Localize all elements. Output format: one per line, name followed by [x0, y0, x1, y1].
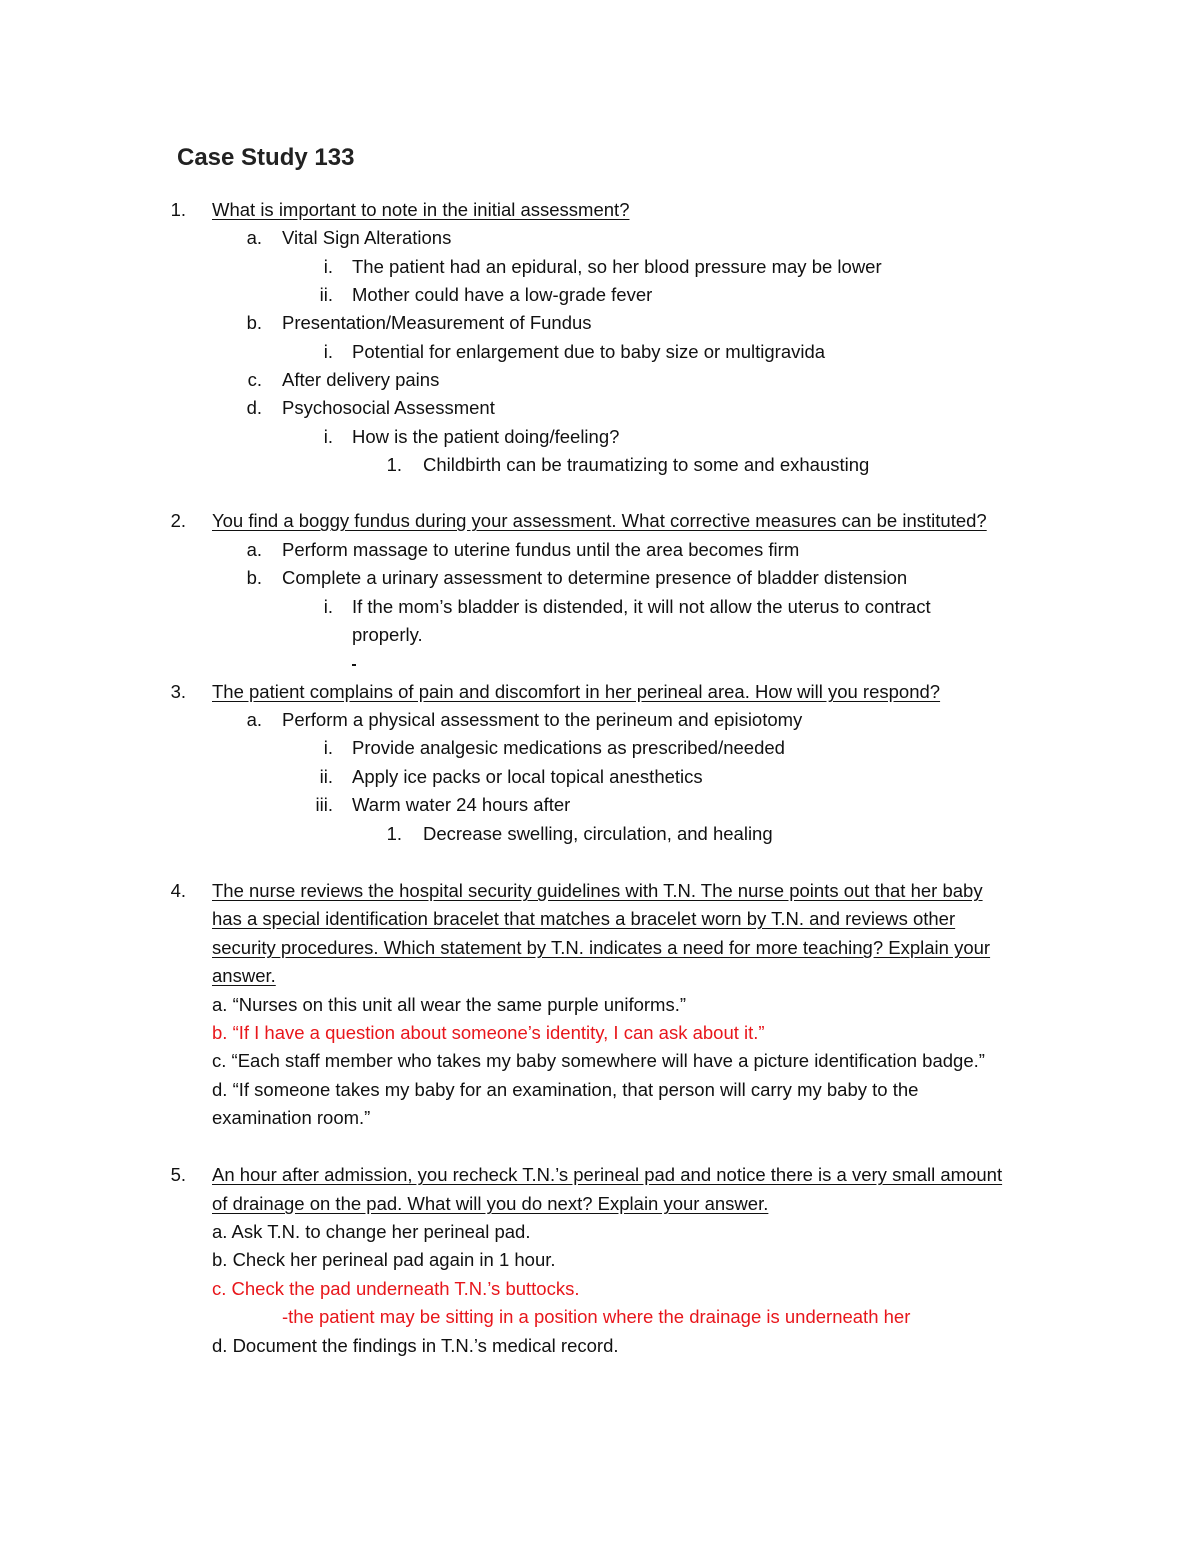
- question-4-number: 4.: [170, 880, 186, 901]
- answer-option-d-continued: examination room.”: [212, 1107, 371, 1128]
- list-marker: b.: [246, 312, 262, 333]
- list-item: Provide analgesic medications as prescribed/needed: [352, 737, 785, 758]
- answer-option-c-selected: c. Check the pad underneath T.N.’s buttocks.: [212, 1278, 580, 1299]
- list-item: Perform a physical assessment to the perineum and episiotomy: [282, 709, 803, 730]
- list-item: Mother could have a low-grade fever: [352, 284, 653, 305]
- question-4-text-line: security procedures. Which statement by T.N. indicates a need for more teaching? Explain your: [212, 937, 991, 958]
- list-marker: i.: [323, 596, 333, 617]
- question-3-text: The patient complains of pain and discomfort in her perineal area. How will you respond?: [212, 681, 941, 702]
- question-1-number: 1.: [170, 199, 186, 220]
- question-2-text: You find a boggy fundus during your assessment. What corrective measures can be instituted?: [212, 510, 987, 531]
- list-marker: a.: [246, 539, 262, 560]
- document-title: Case Study 133: [177, 144, 355, 171]
- list-marker: iii.: [315, 794, 333, 815]
- list-marker: 1.: [386, 823, 402, 844]
- list-marker: c.: [247, 369, 262, 390]
- list-item: Presentation/Measurement of Fundus: [282, 312, 592, 333]
- list-item: Psychosocial Assessment: [282, 397, 495, 418]
- question-4-text-line: The nurse reviews the hospital security guidelines with T.N. The nurse points out that her baby: [212, 880, 983, 901]
- list-marker: i.: [323, 426, 333, 447]
- answer-option-a: a. Ask T.N. to change her perineal pad.: [212, 1221, 531, 1242]
- list-marker: i.: [323, 341, 333, 362]
- question-3-number: 3.: [170, 681, 186, 702]
- list-item-continued: properly.: [352, 624, 423, 645]
- stray-dash: [352, 664, 356, 666]
- list-item: Childbirth can be traumatizing to some and exhausting: [423, 454, 870, 475]
- list-item: Apply ice packs or local topical anesthetics: [352, 766, 703, 787]
- list-marker: ii.: [319, 284, 333, 305]
- answer-option-c: c. “Each staff member who takes my baby somewhere will have a picture identification badge.”: [212, 1050, 985, 1071]
- list-item: After delivery pains: [282, 369, 440, 390]
- list-item: Perform massage to uterine fundus until the area becomes firm: [282, 539, 800, 560]
- question-4-text-line: has a special identification bracelet that matches a bracelet worn by T.N. and reviews other: [212, 908, 956, 929]
- list-marker: d.: [246, 397, 262, 418]
- answer-option-b-selected: b. “If I have a question about someone’s identity, I can ask about it.”: [212, 1022, 765, 1043]
- list-marker: i.: [323, 737, 333, 758]
- list-marker: b.: [246, 567, 262, 588]
- list-item: If the mom’s bladder is distended, it will not allow the uterus to contract: [352, 596, 931, 617]
- answer-option-d: d. “If someone takes my baby for an examination, that person will carry my baby to the: [212, 1079, 919, 1100]
- list-item: Warm water 24 hours after: [352, 794, 571, 815]
- question-2-number: 2.: [170, 510, 186, 531]
- question-4-text-line: answer.: [212, 965, 276, 986]
- question-5-text-line: of drainage on the pad. What will you do next? Explain your answer.: [212, 1193, 769, 1214]
- question-5-text-line: An hour after admission, you recheck T.N.’s perineal pad and notice there is a very small amount: [212, 1164, 1003, 1185]
- answer-option-d: d. Document the findings in T.N.’s medical record.: [212, 1335, 619, 1356]
- answer-option-b: b. Check her perineal pad again in 1 hour.: [212, 1249, 556, 1270]
- list-item: How is the patient doing/feeling?: [352, 426, 620, 447]
- list-marker: 1.: [386, 454, 402, 475]
- list-marker: a.: [246, 227, 262, 248]
- list-item: The patient had an epidural, so her blood pressure may be lower: [352, 256, 882, 277]
- list-item: Potential for enlargement due to baby size or multigravida: [352, 341, 826, 362]
- list-item: Decrease swelling, circulation, and healing: [423, 823, 773, 844]
- question-5-number: 5.: [170, 1164, 186, 1185]
- list-item: Vital Sign Alterations: [282, 227, 452, 248]
- list-marker: a.: [246, 709, 262, 730]
- answer-explanation: -the patient may be sitting in a position where the drainage is underneath her: [282, 1306, 911, 1327]
- list-marker: ii.: [319, 766, 333, 787]
- list-item: Complete a urinary assessment to determine presence of bladder distension: [282, 567, 908, 588]
- question-1-text: What is important to note in the initial assessment?: [212, 199, 630, 220]
- list-marker: i.: [323, 256, 333, 277]
- answer-option-a: a. “Nurses on this unit all wear the same purple uniforms.”: [212, 994, 687, 1015]
